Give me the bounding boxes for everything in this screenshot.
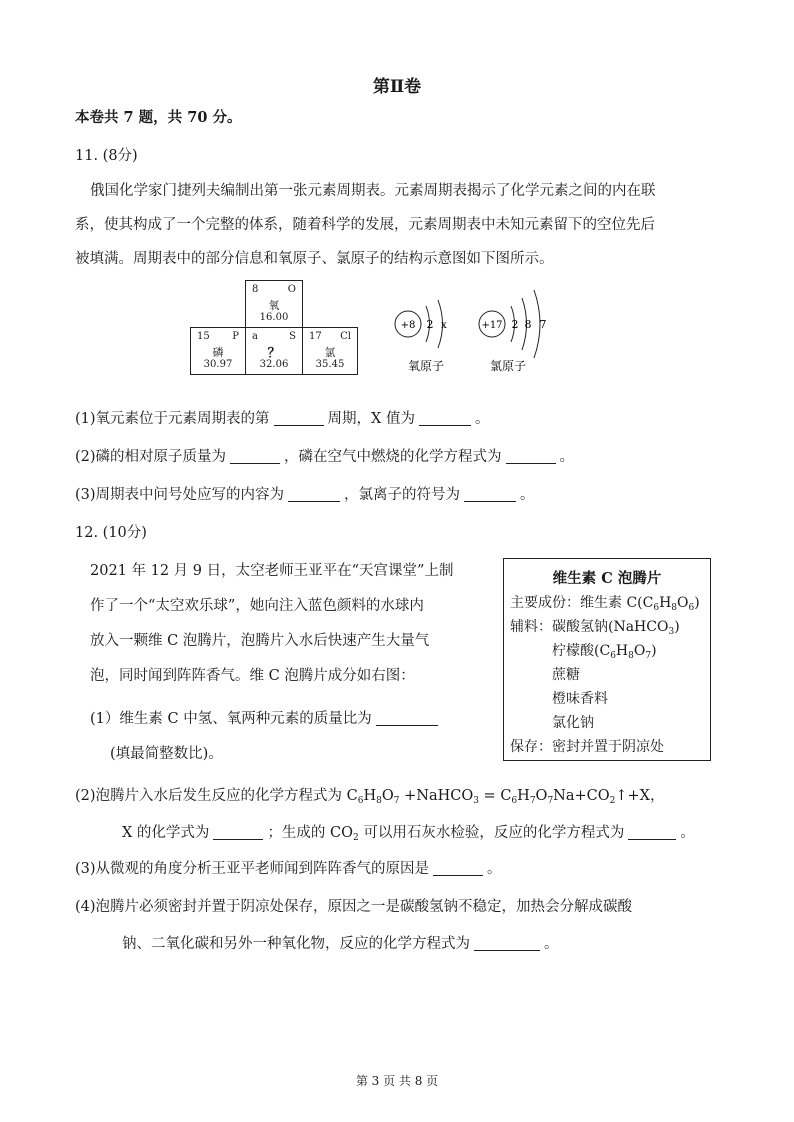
box-aux-3: 蔗糖 [552, 667, 580, 683]
page-footer: 第 3 页 共 8 页 [355, 1074, 439, 1088]
box-main-label: 主要成份：维生素 C(C [510, 595, 654, 611]
q11-para-line1: 俄国化学家门捷列夫编制出第一张元素周期表。元素周期表揭示了化学元素之间的内在联 [90, 183, 656, 199]
periodic-cell-chlorine [302, 327, 358, 375]
chlorine-shell3-label: 7 [539, 318, 547, 331]
q11-sub2-text-c: 。 [559, 449, 575, 465]
q11-sub1-text-a: (1)氧元素位于元素周期表的第 [75, 411, 270, 427]
periodic-cell-phosphorus [190, 327, 246, 375]
box-aux1-label: 辅料：碳酸氢钠(NaHCO [510, 619, 669, 635]
q11-sub1-text-b: 周期，X 值为 [327, 411, 415, 427]
q12-sub2-line1: (2)泡腾片入水后发生反应的化学方程式为 $C_6H_8O_7$ +NaHCO$_3$ = $C_6H_7O_7Na+CO_2↑+X$， [75, 788, 665, 806]
q12-sub3-text-a: (3)从微观的角度分析王亚平老师闻到阵阵香气的原因是 [75, 861, 430, 877]
answer-blank [464, 487, 516, 502]
q12-sub2-line2: X 的化学式为 ；生成的 $CO_2$ 可以用石灰水检验，反应的化学方程式为 。 [122, 825, 695, 843]
q12-sub2-text-e: 。 [680, 825, 695, 841]
q12-sub2-text-d: 可以用石灰水检验，反应的化学方程式为 [358, 825, 625, 841]
cell-symbol: Cl [340, 331, 351, 342]
cell-number: 17 [309, 331, 322, 342]
section-title: 第Ⅱ卷 [372, 77, 422, 97]
q11-sub3-text-a: (3)周期表中问号处应写的内容为 [75, 487, 285, 503]
box-aux-1: 辅料：碳酸氢钠(NaHCO$_3$) [510, 619, 680, 637]
atom-structure-diagrams [380, 280, 570, 380]
cell-mass: 35.45 [315, 359, 345, 370]
q11-sub1-text-c: 。 [474, 411, 490, 427]
q12-para-line2: 作了一个“太空欢乐球”，她向注入蓝色颜料的水球内 [90, 598, 424, 614]
cell-number: a [252, 331, 258, 342]
answer-blank [419, 411, 471, 426]
cell-mass: 16.00 [259, 312, 289, 323]
oxygen-nucleus-label: +8 [400, 320, 416, 331]
q12-para-line1: 2021 年 12 月 9 日，太空老师王亚平在“天宫课堂”上制 [90, 563, 454, 579]
q11-para-line2: 系，使其构成了一个完整的体系，随着科学的发展，元素周期表中未知元素留下的空位先后 [75, 217, 655, 233]
q12-sub3 [75, 857, 502, 878]
cell-symbol: P [232, 331, 239, 342]
q12-sub1 [90, 707, 442, 728]
answer-blank [433, 861, 483, 876]
q12-header: 12. (10分) [75, 525, 147, 541]
q11-sub3 [75, 483, 535, 504]
box-aux-4: 橙味香料 [552, 691, 608, 707]
q12-sub2-text-c: ；生成的 CO [267, 825, 354, 841]
cell-mass: 30.97 [203, 359, 233, 370]
box-aux-2: 柠檬酸$(C_6H_8O_7)$ [552, 643, 657, 661]
cell-name: 氯 [324, 346, 336, 359]
answer-blank [274, 411, 324, 426]
cell-symbol: S [289, 331, 296, 342]
cell-number: 15 [197, 331, 210, 342]
box-aux-5: 氯化钠 [552, 715, 594, 731]
box-title: 维生素 C 泡腾片 [552, 570, 662, 587]
answer-blank [628, 825, 676, 840]
q12-sub2-text-a: (2)泡腾片入水后发生反应的化学方程式为 C [75, 788, 358, 804]
answer-blank [376, 711, 438, 726]
answer-blank [230, 449, 280, 464]
q12-sub1-note: (填最简整数比)。 [110, 746, 223, 762]
q12-sub2-eq-tail: Na+CO [553, 788, 610, 804]
q12-para-line4: 泡，同时闻到阵阵香气。维 C 泡腾片成分如右图： [90, 668, 415, 684]
box-main-ingredient: 主要成份：维生素 $C(C_6H_8O_6)$ [510, 595, 700, 613]
periodic-cell-sulfur [245, 327, 303, 375]
oxygen-shell2-label: x [441, 320, 447, 331]
q11-sub1 [75, 407, 489, 428]
q12-sub1-text-a: (1）维生素 C 中氢、氧两种元素的质量比为 [90, 711, 372, 727]
intro-text: 本卷共 7 题，共 70 分。 [75, 109, 242, 126]
cell-name: 磷 [212, 346, 224, 359]
q12-sub2-eq-mid: +NaHCO [399, 788, 474, 804]
box-aux2-label: 柠檬酸(C [552, 643, 611, 659]
q12-sub2-eq-end: = C [478, 788, 512, 804]
chlorine-shell2-label: 8 [524, 318, 532, 331]
q12-sub4-text-a: 钠、二氧化碳和另外一种氧化物，反应的化学方程式为 [122, 936, 470, 952]
answer-blank [213, 825, 263, 840]
q11-sub3-text-b: ，氯离子的符号为 [344, 487, 461, 503]
box-storage: 保存：密封并置于阴凉处 [510, 739, 664, 755]
q12-sub4-text-b: 。 [544, 936, 559, 952]
q11-sub2 [75, 445, 574, 466]
q12-sub3-text-b: 。 [487, 861, 502, 877]
q12-sub4-line2 [122, 932, 559, 953]
oxygen-caption: 氧原子 [408, 359, 445, 373]
q11-header: 11. (8分) [75, 148, 138, 164]
chlorine-nucleus-label: +17 [481, 320, 503, 331]
cell-name: 氧 [268, 299, 280, 312]
q11-sub3-text-c: 。 [520, 487, 535, 503]
answer-blank [288, 487, 340, 502]
answer-blank [506, 449, 556, 464]
vitamin-c-ingredient-box [503, 558, 711, 761]
q12-sub4-line1: (4)泡腾片必须密封并置于阴凉处保存，原因之一是碳酸氢钠不稳定，加热会分解成碳酸 [75, 899, 633, 915]
cell-question-mark: ？ [267, 346, 281, 361]
q11-sub2-text-a: (2)磷的相对原子质量为 [75, 449, 227, 465]
chlorine-shell1-label: 2 [511, 318, 519, 331]
cell-symbol: O [287, 284, 296, 295]
oxygen-shell1-label: 2 [426, 318, 434, 331]
q12-sub2-eq-x: ↑+X， [615, 788, 665, 804]
chlorine-caption: 氯原子 [490, 359, 527, 373]
q12-sub2-text-b: X 的化学式为 [122, 825, 210, 841]
cell-number: 8 [252, 284, 259, 295]
cell-mass: 32.06 [259, 359, 289, 370]
q11-sub2-text-b: ，磷在空气中燃烧的化学方程式为 [284, 449, 502, 465]
q11-para-line3: 被填满。周期表中的部分信息和氧原子、氯原子的结构示意图如下图所示。 [75, 251, 554, 267]
answer-blank [474, 936, 540, 951]
periodic-cell-oxygen [245, 280, 303, 328]
q12-para-line3: 放入一颗维 C 泡腾片，泡腾片入水后快速产生大量气 [90, 633, 430, 649]
